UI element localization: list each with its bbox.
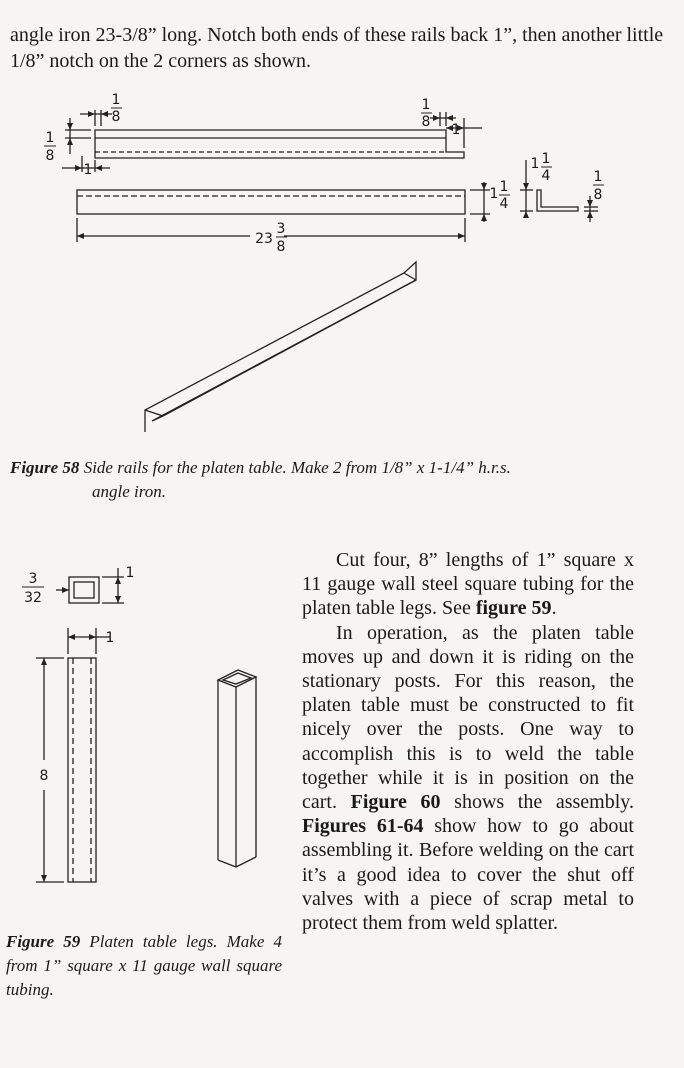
dim-right-notch: 1	[451, 122, 461, 138]
figure-59-label: Figure 59	[6, 932, 81, 951]
dim-height-den: 4	[499, 196, 509, 212]
dim-length-num: 3	[276, 221, 286, 237]
figure-59-reference: figure 59	[475, 597, 552, 620]
dim-profile-leg-den: 8	[593, 187, 603, 203]
dim-height-whole: 1	[489, 186, 499, 202]
figure-58-caption-line2: angle iron.	[92, 482, 166, 501]
dim-top-left-num: 1	[111, 92, 121, 108]
intro-paragraph: angle iron 23-3/8” long. Notch both ends of these rails back 1”, then another little 1/8” notch on the 2 corners as shown.	[10, 24, 664, 72]
dim-profile-height-num: 1	[541, 151, 551, 167]
dim-profile-leg-num: 1	[593, 169, 603, 185]
figures-61-64-reference: Figures 61-64	[302, 815, 424, 838]
dim-height-num: 1	[499, 179, 509, 195]
figure-59-caption	[6, 930, 282, 1002]
dim-left-side-den: 8	[45, 148, 55, 164]
dim-leg-width: 1	[105, 630, 115, 646]
dim-length-den: 8	[276, 239, 286, 255]
figure-60-reference: Figure 60	[350, 791, 441, 814]
dim-wall-num: 3	[28, 571, 38, 587]
figure-58-caption-line1: Side rails for the platen table. Make 2 from 1/8” x 1-1/4” h.r.s.	[83, 458, 511, 477]
body-p2-text-1: In operation, as the platen table moves up and down it is riding on the stationary posts. For this reason, the platen table must be constructed to fit nicely over the posts. One way to accomplish this is to weld the table together while it is in position on the cart.	[302, 621, 634, 814]
figure-58-label: Figure 58	[10, 458, 80, 477]
dim-tube-size: 1	[125, 565, 135, 581]
body-p1-end: .	[551, 597, 557, 620]
figure-59-drawing	[0, 0, 300, 920]
body-text-column	[302, 548, 634, 935]
dim-leg-length: 8	[39, 768, 49, 784]
dim-left-side-num: 1	[45, 130, 55, 146]
dim-length-whole: 23	[255, 231, 273, 247]
dim-left-bottom: 1	[83, 162, 93, 178]
dim-top-right-num: 1	[421, 97, 431, 113]
body-p2-text-2: shows the assembly.	[440, 791, 634, 814]
body-p2-text-3: show how to go about assembling it. Before welding on the cart it’s a good idea to cover the shut off valves with a piece of scrap metal to protect them from weld splatter.	[302, 815, 634, 935]
dim-profile-height-den: 4	[541, 168, 551, 184]
dim-profile-height-whole: 1	[530, 156, 540, 172]
dim-top-right-den: 8	[421, 114, 431, 130]
body-p1-text: Cut four, 8” lengths of 1” square x 11 gauge wall steel square tubing for the platen table legs. See	[302, 549, 634, 620]
figure-59-caption-text: Platen table legs. Make 4 from 1” square x 11 gauge wall square tubing.	[6, 932, 282, 999]
dim-top-left-den: 8	[111, 109, 121, 125]
body-paragraph-1	[302, 548, 634, 621]
body-paragraph-2	[302, 621, 634, 936]
dim-wall-den: 32	[24, 590, 42, 606]
